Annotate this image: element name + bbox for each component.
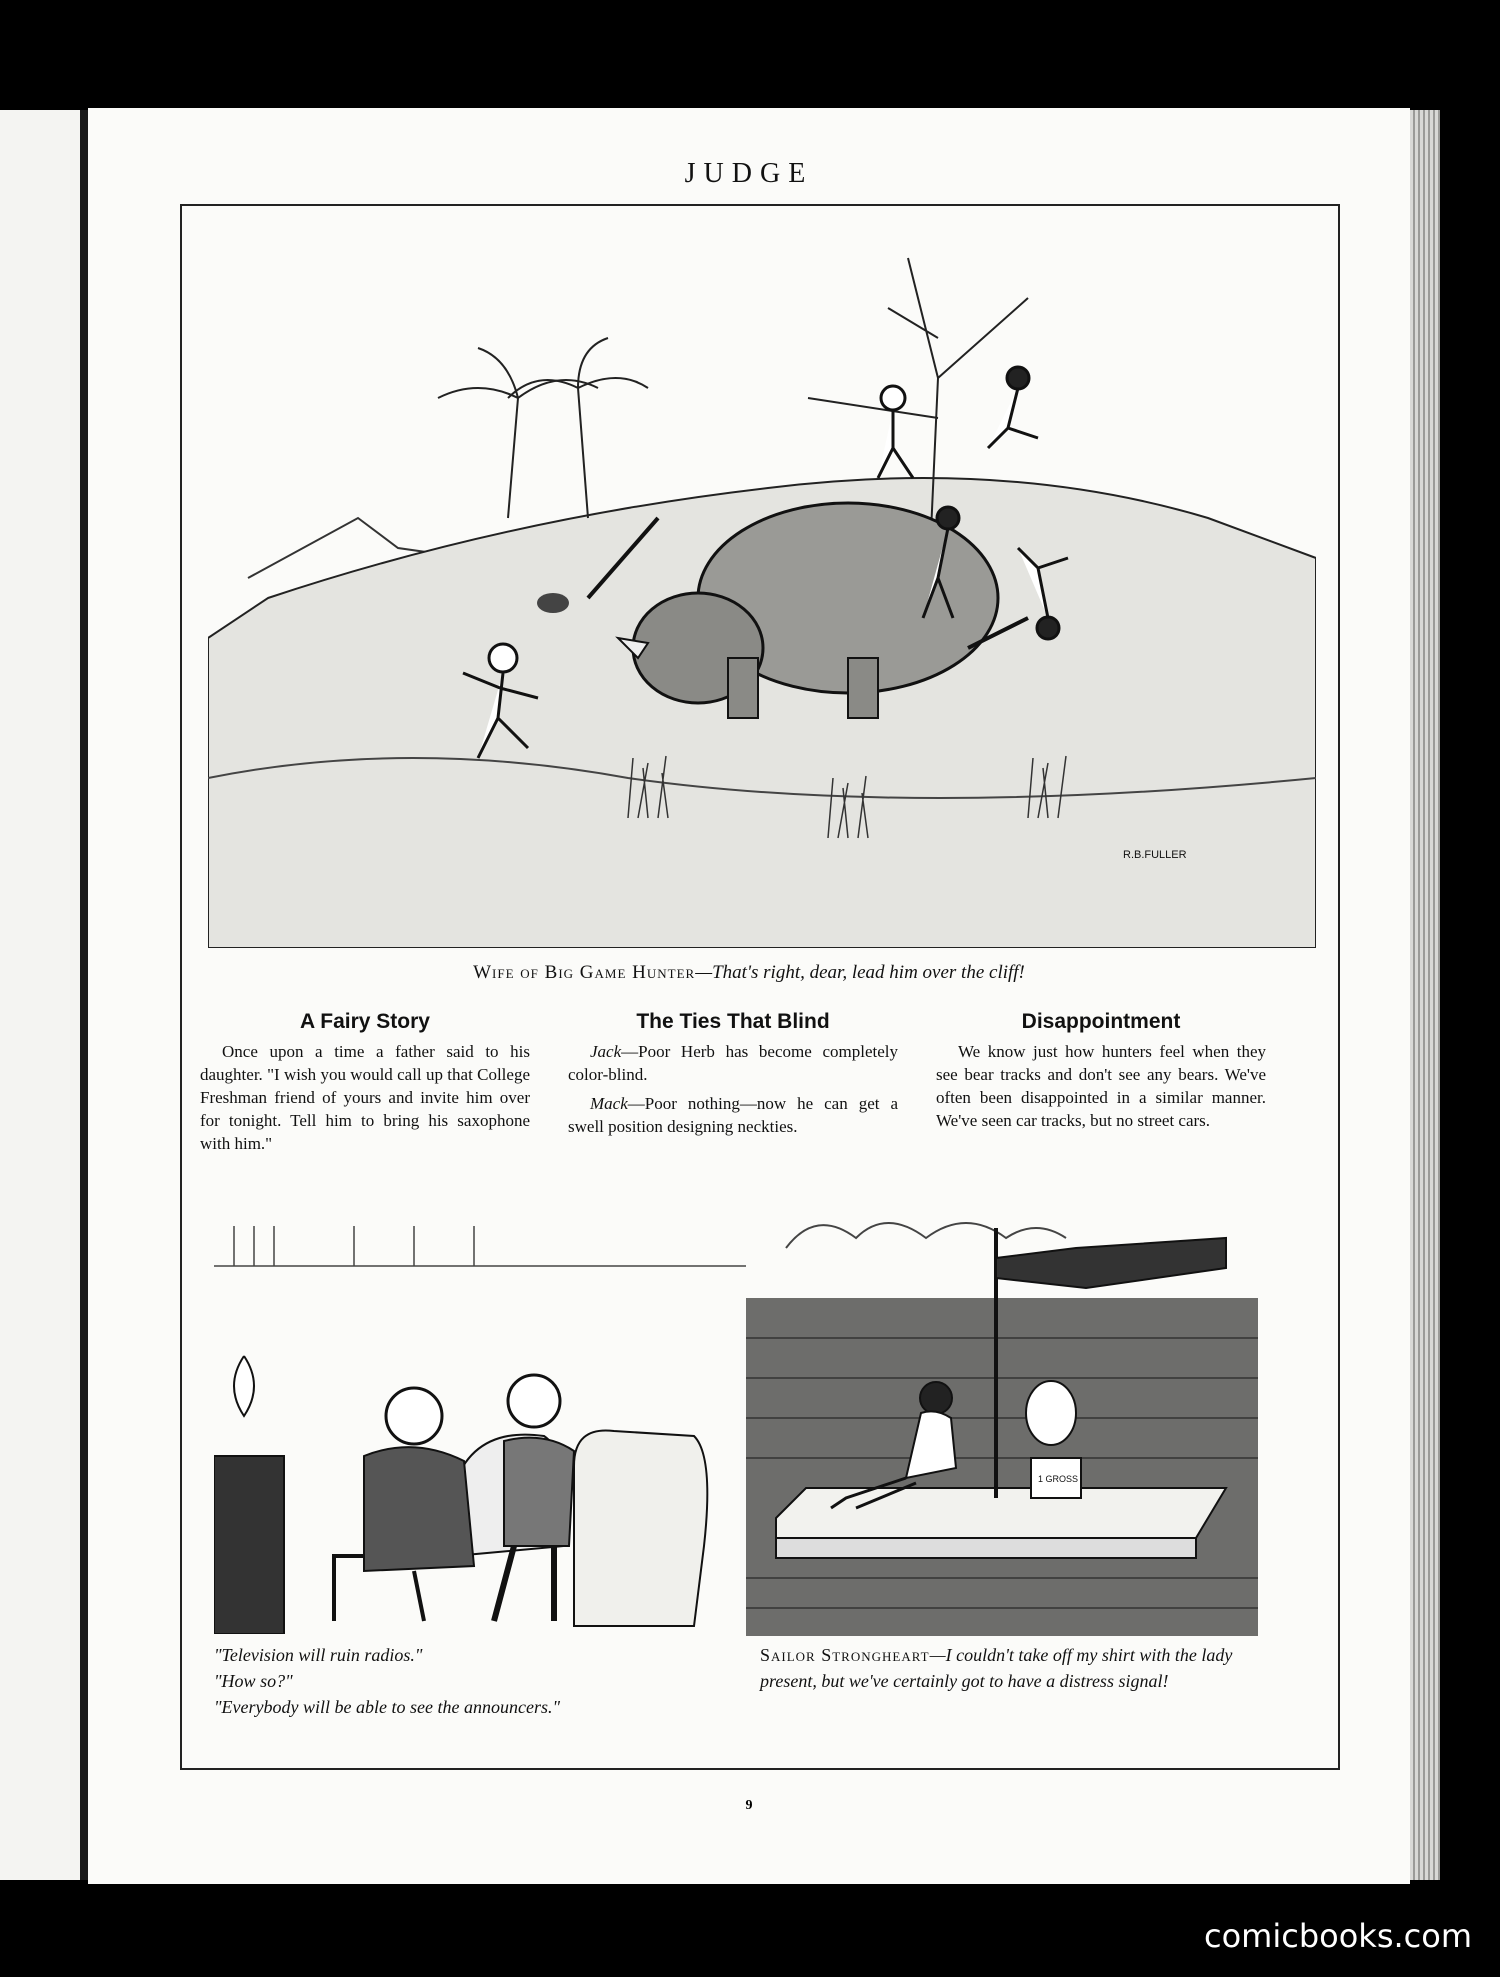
top-cartoon-illustration [208, 218, 1316, 948]
speaker-name: Mack [590, 1094, 628, 1113]
column-fairy-story [200, 1010, 530, 1161]
column-title: Disappointment [1021, 1010, 1181, 1033]
television-cartoon-caption [214, 1642, 794, 1720]
caption-line: "How so?" [214, 1671, 293, 1691]
facing-page-edge [0, 110, 80, 1880]
masthead: JUDGE [684, 158, 814, 189]
two-men-talking-drawing [214, 1226, 794, 1634]
column-title: The Ties That Blind [636, 1010, 830, 1033]
caption-text: —That's right, dear, lead him over the cliff! [695, 962, 1025, 983]
raft-cartoon-illustration [746, 1198, 1258, 1636]
speaker-name: Jack [590, 1042, 622, 1061]
magazine-page [88, 108, 1410, 1884]
box-label: 1 GROSS [1038, 1474, 1079, 1484]
raft-cartoon-caption [760, 1642, 1260, 1694]
site-watermark: comicbooks.com [1203, 1917, 1472, 1955]
page-stack-edge [1410, 110, 1440, 1880]
caption-speaker: Sailor Strongheart [760, 1645, 930, 1665]
rhino-hunt-drawing [208, 218, 1316, 948]
column-paragraph [568, 1092, 898, 1138]
book-gutter [80, 110, 88, 1880]
column-paragraph [568, 1040, 898, 1086]
page-number: 9 [745, 1798, 753, 1813]
television-cartoon-illustration [214, 1226, 794, 1634]
caption-line: "Television will ruin radios." [214, 1645, 423, 1665]
top-cartoon-caption [88, 962, 1410, 984]
dialogue-text: —Poor nothing—now he can get a swell position designing neckties. [568, 1094, 898, 1136]
column-disappointment [936, 1010, 1266, 1138]
column-paragraph: Once upon a time a father said to his daughter. "I wish you would call up that College Freshman friend of yours and invite him over for tonight. Tell him to bring his saxophone with him." [200, 1042, 530, 1153]
column-title: A Fairy Story [300, 1010, 430, 1033]
caption-speaker: Wife of Big Game Hunter [473, 962, 696, 983]
column-ties-that-blind [568, 1010, 898, 1144]
sailor-flag-drawing [746, 1198, 1258, 1636]
caption-text: —I couldn't take off my shirt with the lady present, but we've certainly got to have a distress signal! [760, 1645, 1233, 1691]
caption-line: "Everybody will be able to see the announcers." [214, 1697, 561, 1717]
dialogue-text: —Poor Herb has become completely color-blind. [568, 1042, 898, 1084]
artist-signature: R.B.FULLER [1123, 849, 1187, 861]
column-paragraph: We know just how hunters feel when they see bear tracks and don't see any bears. We've often been disappointed in a similar manner. We've seen car tracks, but no street cars. [936, 1042, 1266, 1130]
